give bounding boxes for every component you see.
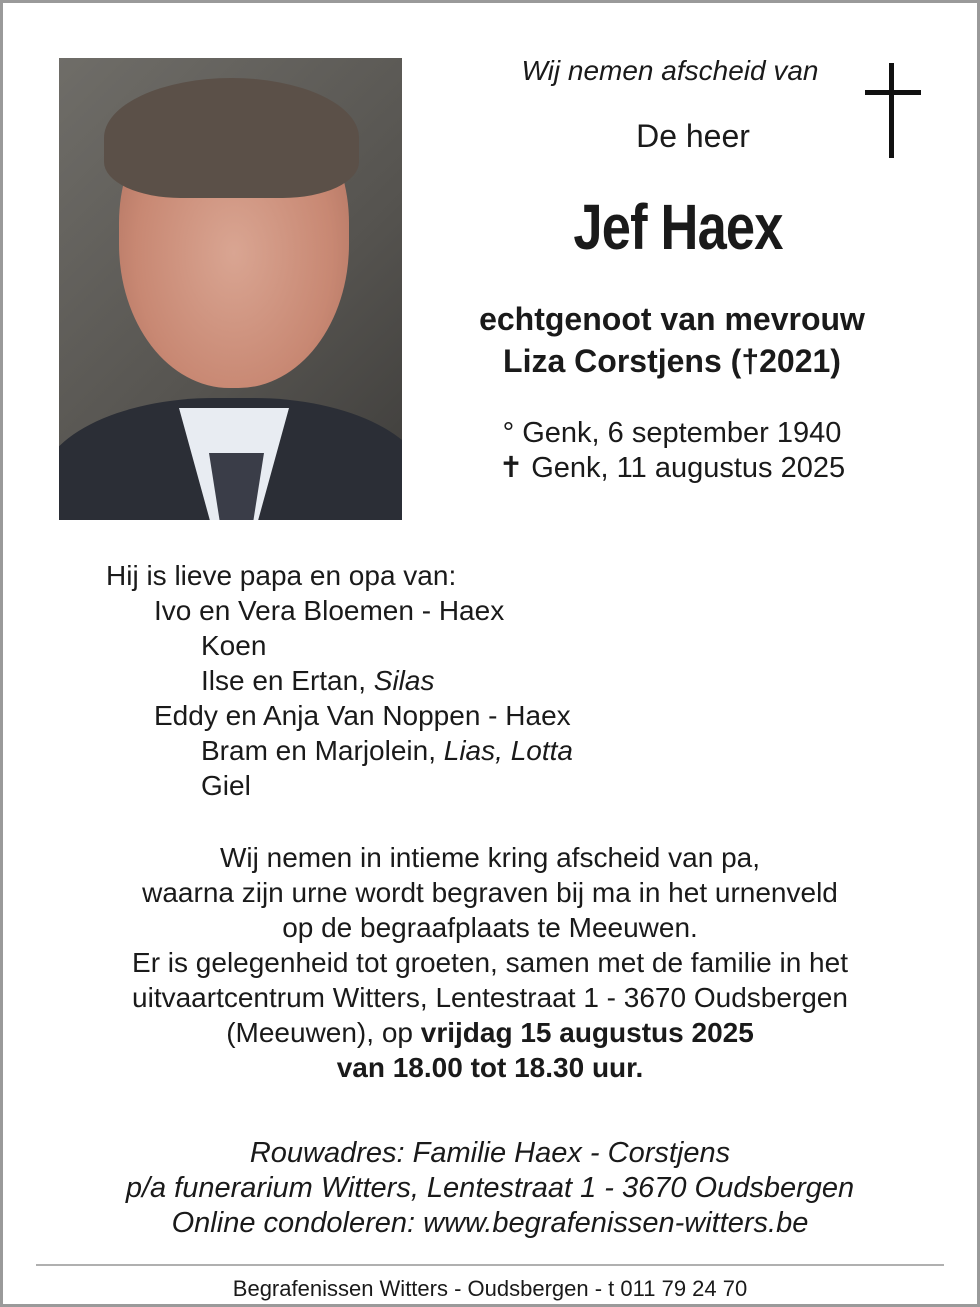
- message-line: op de begraafplaats te Meeuwen.: [282, 912, 698, 943]
- footer-text: Begrafenissen Witters - Oudsbergen - t 011 79 24 70: [232, 1276, 748, 1301]
- family-grandchild: Giel: [201, 770, 251, 801]
- message-line: Er is gelegenheid tot groeten, samen met de familie in het: [132, 947, 848, 978]
- great-grandchildren: Silas: [373, 665, 435, 696]
- family-grandchild: [106, 733, 573, 768]
- family-grandchild: Koen: [201, 630, 267, 661]
- family-list: [106, 558, 573, 803]
- great-grandchildren: Lias, Lotta: [443, 735, 573, 766]
- mourning-address: [40, 1136, 940, 1241]
- family-child: Ivo en Vera Bloemen - Haex: [154, 595, 505, 626]
- intro-text: Wij nemen afscheid van: [521, 55, 819, 86]
- birth-date: ° Genk, 6 september 1940: [502, 417, 842, 449]
- cross-icon: [865, 63, 921, 158]
- honorific: De heer: [636, 118, 750, 154]
- visitation-time: van 18.00 tot 18.30 uur.: [336, 1052, 644, 1083]
- spouse-info: [420, 298, 924, 382]
- footer-divider: [36, 1264, 944, 1266]
- portrait-photo: [59, 58, 402, 520]
- message-line: uitvaartcentrum Witters, Lentestraat 1 - 3670 Oudsbergen: [132, 982, 848, 1013]
- address-line: p/a funerarium Witters, Lentestraat 1 - 3670 Oudsbergen: [125, 1172, 855, 1204]
- message-line: Wij nemen in intieme kring afscheid van pa,: [219, 842, 761, 873]
- message-line: [40, 1015, 940, 1050]
- message-text: (Meeuwen), op: [226, 1017, 421, 1048]
- family-grandchild: [106, 663, 573, 698]
- funeral-message: [40, 840, 940, 1085]
- spouse-line-2: Liza Corstjens (†2021): [503, 343, 841, 379]
- message-line: waarna zijn urne wordt begraven bij ma in het urnenveld: [142, 877, 838, 908]
- grandchild-name: Bram en Marjolein,: [201, 735, 444, 766]
- family-child: Eddy en Anja Van Noppen - Haex: [154, 700, 571, 731]
- life-dates: [440, 416, 904, 486]
- deceased-name: Jef Haex: [573, 191, 783, 263]
- family-heading: Hij is lieve papa en opa van:: [106, 560, 457, 591]
- condolence-link[interactable]: Online condoleren: www.begrafenissen-witters.be: [171, 1207, 809, 1239]
- death-date: ✝ Genk, 11 augustus 2025: [498, 452, 846, 484]
- grandchild-name: Ilse en Ertan,: [201, 665, 374, 696]
- address-line: Rouwadres: Familie Haex - Corstjens: [249, 1137, 731, 1169]
- visitation-date: vrijdag 15 augustus 2025: [420, 1017, 754, 1048]
- spouse-line-1: echtgenoot van mevrouw: [479, 301, 865, 337]
